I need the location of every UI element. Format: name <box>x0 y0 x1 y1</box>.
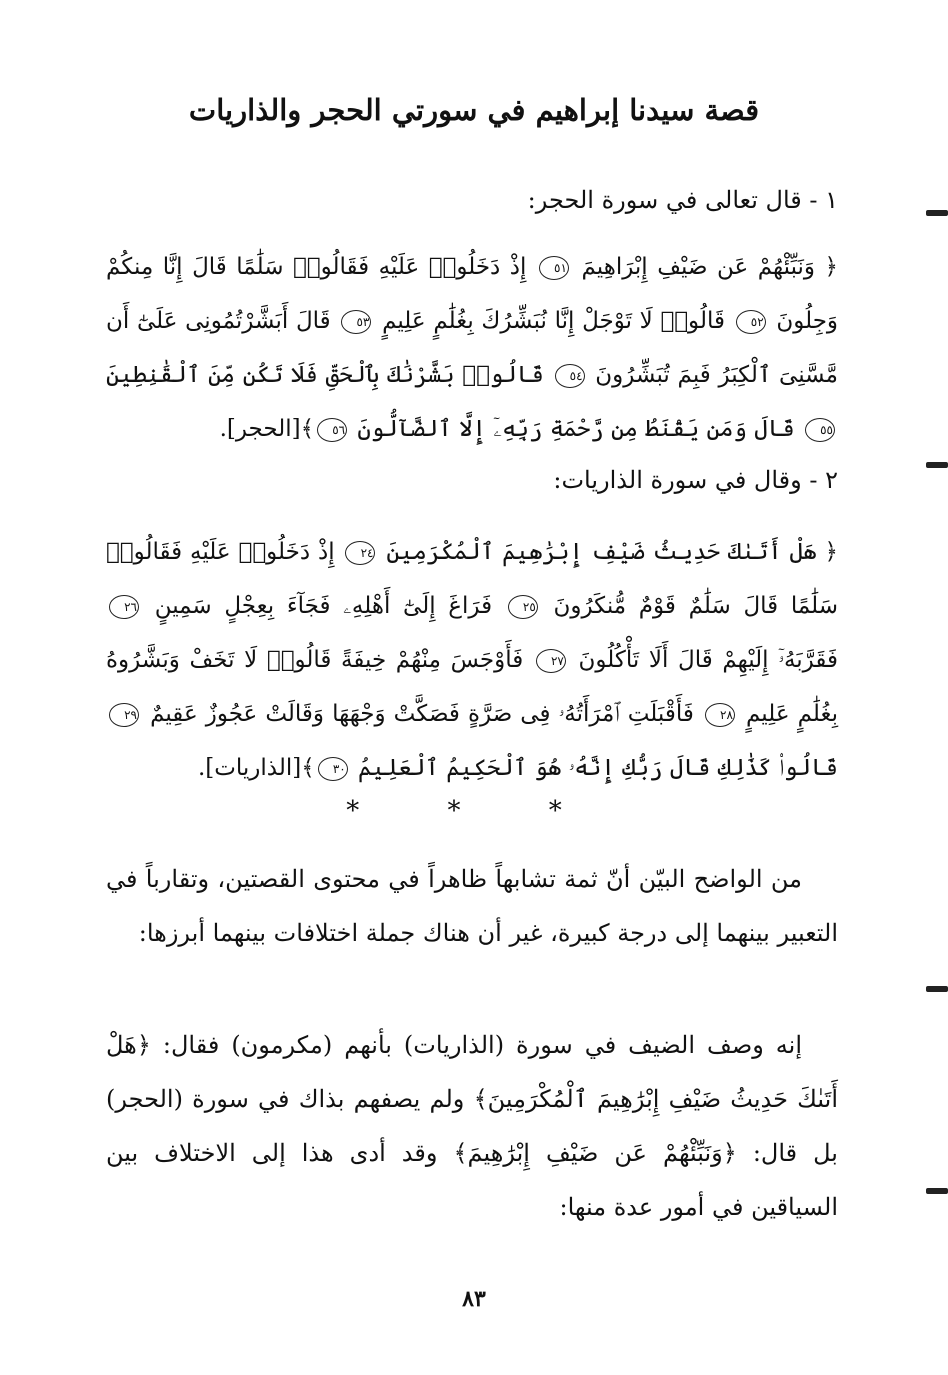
verse-text: قَالَ وَمَن يَقْنَطُ مِن رَّحْمَةِ رَبِّهِۦٓ إِلَّا ٱلضَّآلُّونَ <box>357 416 795 442</box>
surah-reference: [الذاريات]. <box>197 755 302 781</box>
page-number: ٨٣ <box>462 1286 486 1312</box>
page-title: قصة سيدنا إبراهيم في سورتي الحجر والذاريات <box>188 93 760 127</box>
inline-quran-quote: ﴿وَنَبِّئْهُمْ عَن ضَيْفِ إِبْرَٰهِيمَ﴾ <box>453 1139 737 1167</box>
ayah-number-marker: ٥٢ <box>736 310 766 334</box>
verse-text: إِذْ دَخَلُوا۟ عَلَيْهِ فَقَالُوا۟ سَلَٰمًا قَالَ إِنَّا مِنكُمْ وَجِلُونَ <box>106 254 839 334</box>
scan-edge-mark <box>926 986 948 992</box>
verse-text: قَالُوا۟ بَشَّرْنَٰكَ بِٱلْحَقِّ فَلَا تَكُن مِّنَ ٱلْقَٰنِطِينَ <box>106 362 544 388</box>
verse-text: إِذْ دَخَلُوا۟ عَلَيْهِ فَقَالُوا۟ سَلَٰمًا قَالَ سَلَٰمٌ قَوْمٌ مُّنكَرُونَ <box>106 539 839 619</box>
quran-open-bracket: ﴿ <box>824 254 839 280</box>
section2-heading: ٢ - وقال في سورة الذاريات: <box>553 466 838 494</box>
quran-close-bracket: ﴾ <box>300 416 315 442</box>
verse-text: هَلْ أَتَىٰكَ حَدِيثُ ضَيْفِ إِبْرَٰهِيمَ ٱلْمُكْرَمِينَ <box>386 539 817 565</box>
verse-text: قَالَ أَبَشَّرْتُمُونِى عَلَىٰٓ أَن مَّسَّنِىَ ٱلْكِبَرُ فَبِمَ تُبَشِّرُونَ <box>106 308 839 388</box>
paragraph-text: إنه وصف الضيف في سورة (الذاريات) بأنهم (مكرمون) فقال: <box>162 1031 802 1059</box>
ayah-number-marker: ٥٦ <box>317 418 347 442</box>
ayah-number-marker: ٥٤ <box>555 364 585 388</box>
paragraph-text: وقد أدى هذا إلى الاختلاف بين السياقين في أمور عدة منها: <box>106 1139 838 1221</box>
inline-quran-quote: ﴿هَلْ أَتَىٰكَ حَدِيثُ ضَيْفِ إِبْرَٰهِيمَ ٱلْمُكْرَمِينَ﴾ <box>106 1031 838 1113</box>
paragraph-text: ولم يصفهم بذاك في سورة (الحجر) بل قال: <box>106 1085 838 1167</box>
section2-verses <box>106 525 838 795</box>
ayah-number-marker: ٢٦ <box>109 595 139 619</box>
surah-reference: [الحجر]. <box>219 416 301 442</box>
ayah-number-marker: ٢٥ <box>508 595 538 619</box>
paragraph-1: من الواضح البيّن أنّ ثمة تشابهاً ظاهراً في محتوى القصتين، وتقارباً في التعبير بينهما إلى درجة كبيرة، غير أن هناك جملة اختلافات بينهما أبرزها: <box>106 865 838 947</box>
scan-edge-mark <box>926 1188 948 1194</box>
ayah-number-marker: ٢٨ <box>705 703 735 727</box>
section1-heading: ١ - قال تعالى في سورة الحجر: <box>527 186 838 214</box>
quran-close-bracket: ﴾ <box>301 755 315 781</box>
verse-text: فَقَرَّبَهُۥٓ إِلَيْهِمْ قَالَ أَلَا تَأْكُلُونَ <box>578 647 838 673</box>
verse-text: قَالُوا۟ كَذَٰلِكِ قَالَ رَبُّكِ إِنَّهُۥ هُوَ ٱلْحَكِيمُ ٱلْعَلِيمُ <box>358 755 838 781</box>
verse-text: قَالُوا۟ لَا تَوْجَلْ إِنَّا نُبَشِّرُكَ بِغُلَٰمٍ عَلِيمٍ <box>382 308 725 334</box>
section1-verses <box>106 240 838 456</box>
section-separator-stars: * * * <box>346 796 602 826</box>
scan-edge-mark <box>926 210 948 216</box>
ayah-number-marker: ٥١ <box>539 256 569 280</box>
ayah-number-marker: ٥٥ <box>805 418 835 442</box>
ayah-number-marker: ٥٣ <box>341 310 371 334</box>
ayah-number-marker: ٢٩ <box>109 703 139 727</box>
verse-text: فَأَقْبَلَتِ ٱمْرَأَتُهُۥ فِى صَرَّةٍ فَصَكَّتْ وَجْهَهَا وَقَالَتْ عَجُوزٌ عَقِيمٌ <box>150 701 694 727</box>
verse-text: فَرَاغَ إِلَىٰٓ أَهْلِهِۦ فَجَآءَ بِعِجْلٍ سَمِينٍ <box>154 593 493 619</box>
verse-text: وَنَبِّئْهُمْ عَن ضَيْفِ إِبْرَاهِيمَ <box>581 254 816 280</box>
ayah-number-marker: ٢٧ <box>536 649 566 673</box>
ayah-number-marker: ٢٤ <box>345 541 375 565</box>
quran-open-bracket: ﴿ <box>824 539 838 565</box>
paragraph-2 <box>106 1018 838 1234</box>
scan-edge-mark <box>926 462 948 468</box>
ayah-number-marker: ٣٠ <box>318 757 348 781</box>
verse-text: فَأَوْجَسَ مِنْهُمْ خِيفَةً قَالُوا۟ لَا تَخَفْ وَبَشَّرُوهُ بِغُلَٰمٍ عَلِيمٍ <box>106 647 839 727</box>
